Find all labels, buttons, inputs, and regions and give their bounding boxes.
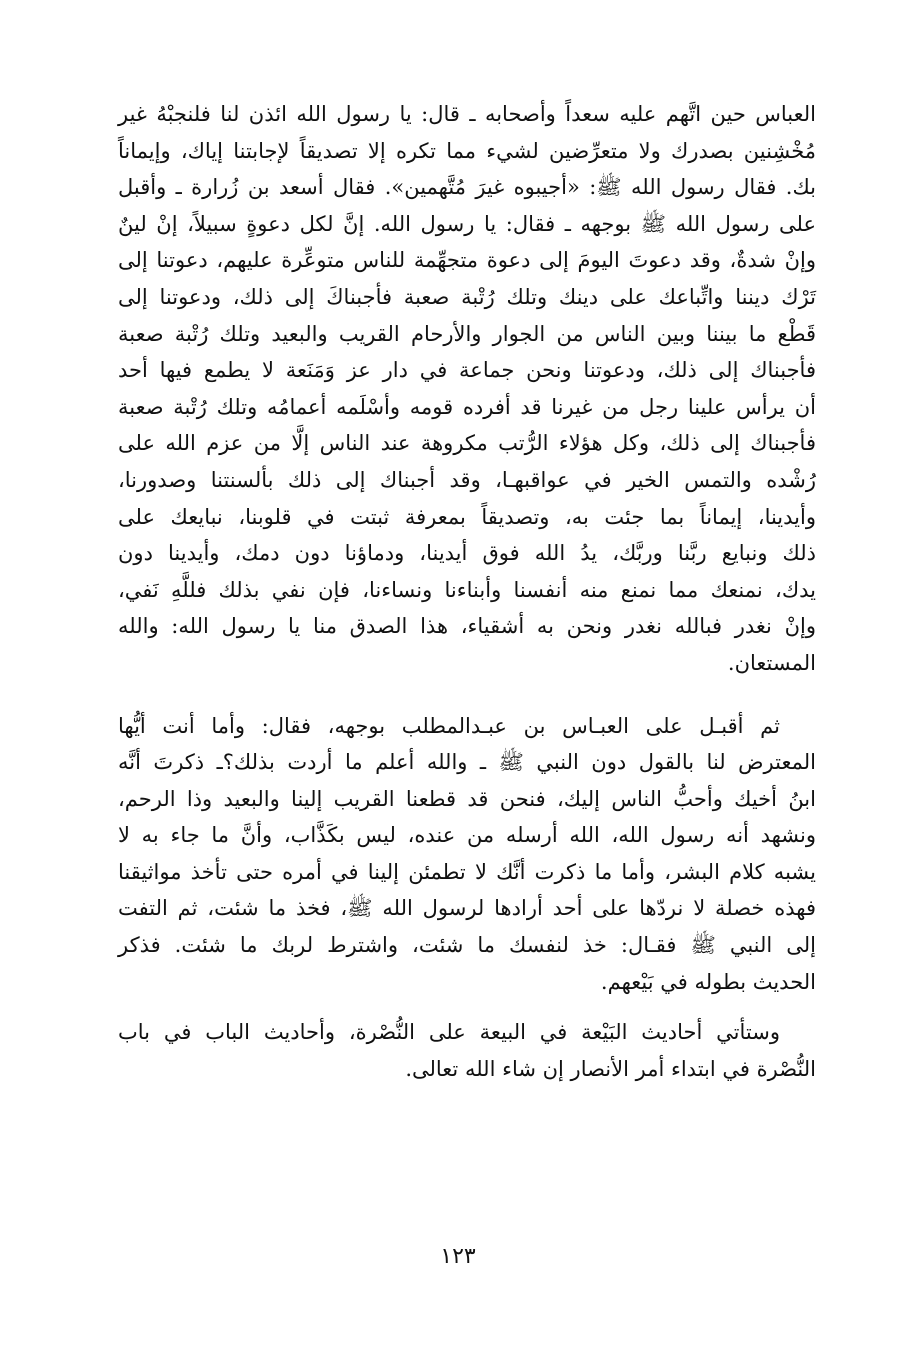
text-line: يشبه كلام البشر، وأما ما ذكرت أنَّك لا تطمئن إلينا في أمره حتى تأخذ مواثيقنا xyxy=(118,859,816,884)
text-line: على رسول الله ﷺ بوجهه ـ فقال: يا رسول الله. إنَّ لكل دعوةٍ سبيلاً، إنْ لينٌ xyxy=(118,211,816,236)
text-line: إلى النبي ﷺ فقـال: خذ لنفسك ما شئت، واشترط لربك ما شئت. فذكر xyxy=(118,933,816,958)
text-line: أن يرأس علينا رجل من غيرنا قد أفرده قومه وأسْلَمه أعمامُه وتلك رُتْبة صعبة xyxy=(118,394,816,419)
paragraph-1 xyxy=(118,96,816,682)
text-line: ثم أقبـل على العبـاس بن عبـدالمطلب بوجهه، فقال: وأما أنت أيُّها xyxy=(118,713,780,738)
text-line: رُشْده والتمس الخير في عواقبهـا، وقد أجبناك إلى ذلك بألسنتنا وصدورنا، xyxy=(118,467,816,492)
text-line: فأجبناك إلى ذلك، وكل هؤلاء الرُّتب مكروهة عند الناس إلَّا من عزم الله على xyxy=(118,431,816,456)
text-line: تَرْك ديننا واتِّباعك على دينك وتلك رُتْبة صعبة فأجبناكَ إلى ذلك، ودعوتنا إلى xyxy=(118,284,816,309)
paragraph-gap xyxy=(118,1000,816,1014)
text-line: مُخْشِنين بصدرك ولا متعرِّضين لشيء مما تكره إلا تصديقاً لإجابتنا إياك، وإيماناً xyxy=(118,138,816,163)
paragraph-gap xyxy=(118,682,816,708)
text-line: فهذه خصلة لا نردّها على أحد أرادها لرسول الله ﷺ، فخذ ما شئت، ثم التفت xyxy=(118,896,816,921)
text-line: العباس حين اتَّهم عليه سعداً وأصحابه ـ قال: يا رسول الله ائذن لنا فلنجبْهُ غير xyxy=(118,102,816,126)
page-number: ١٢٣ xyxy=(440,1244,476,1269)
text-line: النُّصْرة في ابتداء أمر الأنصار إن شاء الله تعالى. xyxy=(405,1056,816,1081)
text-line: قَطْع ما بيننا وبين الناس من الجوار والأرحام القريب والبعيد وتلك رُتْبة صعبة xyxy=(118,321,816,346)
paragraph-2 xyxy=(118,708,816,1001)
text-line: وأيدينا، إيماناً بما جئت به، وتصديقاً بمعرفة ثبتت في قلوبنا، نبايعك على xyxy=(118,504,816,529)
text-line: ابنُ أخيك وأحبُّ الناس إليك، فنحن قد قطعنا القريب إلينا والبعيد وذا الرحم، xyxy=(118,786,816,811)
text-line: بك. فقال رسول الله ﷺ: «أجيبوه غيرَ مُتَّهمين». فقال أسعد بن زُرارة ـ وأقبل xyxy=(118,175,816,200)
text-line: فأجبناك إلى ذلك، ودعوتنا ونحن جماعة في دار عز وَمَنَعة لا يطمع فيها أحد xyxy=(118,358,816,383)
paragraph-3 xyxy=(118,1014,816,1087)
text-line: المستعان. xyxy=(727,650,816,675)
text-line: الحديث بطوله في بَيْعهم. xyxy=(600,969,816,994)
text-line: وإنْ شدةٌ، وقد دعوتَ اليومَ إلى دعوة متجهِّمة للناس متوعِّرة عليهم، دعوتنا إلى xyxy=(118,248,816,273)
text-line: المعترض لنا بالقول دون النبي ﷺ ـ والله أعلم ما أردت بذلك؟ـ ذكرتَ أنَّه xyxy=(118,750,816,775)
text-line: وستأتي أحاديث البَيْعة في البيعة على النُّصْرة، وأحاديث الباب في باب xyxy=(118,1020,780,1045)
text-line: ذلك ونبايع ربَّنا وربَّك، يدُ الله فوق أيدينا، ودماؤنا دون دمك، وأيدينا دون xyxy=(118,541,816,566)
text-line: وإنْ نغدر فبالله نغدر ونحن به أشقياء، هذا الصدق منا يا رسول الله: والله xyxy=(118,614,816,639)
text-line: يدك، نمنعك مما نمنع منه أنفسنا وأبناءنا ونساءنا، فإن نفي بذلك فللَّهِ نَفي، xyxy=(118,577,816,602)
text-line: ونشهد أنه رسول الله، الله أرسله من عنده، ليس بكَذَّاب، وأنَّ ما جاء به لا xyxy=(118,823,816,848)
